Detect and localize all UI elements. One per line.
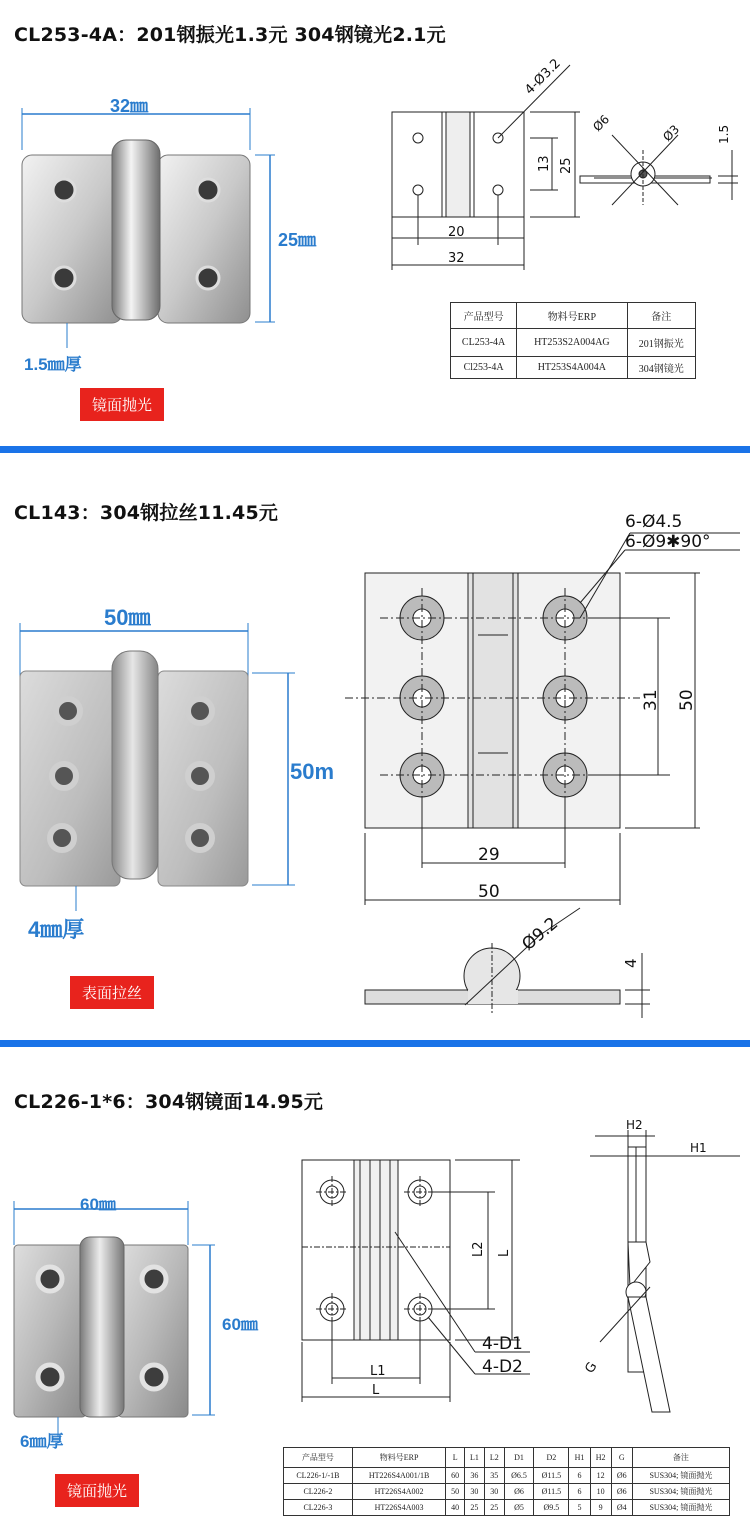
table-cell: Ø6: [611, 1484, 632, 1500]
table-cell: Ø11.5: [534, 1468, 569, 1484]
finish-badge: 镜面抛光: [80, 388, 164, 421]
table-cell: Ø6.5: [504, 1468, 534, 1484]
table-cell: HT253S2A004AG: [517, 329, 627, 357]
height-label: 60㎜: [222, 1315, 258, 1334]
product-photo: [0, 593, 340, 913]
table-header-cell: 物料号ERP: [517, 303, 627, 329]
thickness-label: 6㎜厚: [20, 1432, 64, 1451]
table-cell: HT253S4A004A: [517, 357, 627, 379]
table-cell: 10: [590, 1484, 611, 1500]
table-cell: 6: [569, 1484, 590, 1500]
dim-h1: H1: [690, 1141, 707, 1155]
section-divider: [0, 446, 750, 453]
table-cell: HT226S4A001/1B: [352, 1468, 446, 1484]
table-cell: CL226-1/-1B: [284, 1468, 353, 1484]
dim-d1: 4-D1: [482, 1334, 523, 1354]
table-header-cell: 物料号ERP: [352, 1448, 446, 1468]
thickness-label: 1.5㎜厚: [24, 355, 82, 374]
thickness-label: 4㎜厚: [28, 917, 85, 942]
finish-badge: 表面拉丝: [70, 976, 154, 1009]
height-label: 25㎜: [278, 230, 317, 250]
dim-h2: H2: [626, 1118, 643, 1132]
table-header-cell: L1: [464, 1448, 484, 1468]
table-cell: 35: [484, 1468, 504, 1484]
table-header-cell: G: [611, 1448, 632, 1468]
spec-table: [450, 302, 696, 379]
table-cell: SUS304; 镜面抛光: [632, 1500, 729, 1516]
table-cell: Ø9.5: [534, 1500, 569, 1516]
table-cell: 25: [464, 1500, 484, 1516]
width-label: 50㎜: [104, 605, 151, 630]
dim-g: G: [582, 1359, 601, 1376]
table-cell: Ø4: [611, 1500, 632, 1516]
section-divider: [0, 1040, 750, 1047]
table-header-cell: 产品型号: [451, 303, 517, 329]
table-cell: 5: [569, 1500, 590, 1516]
table-header-row: [284, 1448, 730, 1468]
table-header-cell: L2: [484, 1448, 504, 1468]
product-title: CL226-1*6：304钢镜面14.95元: [14, 1091, 324, 1113]
table-row: [284, 1468, 730, 1484]
dim-countersink: 6-Ø9✱90°: [625, 532, 711, 552]
dim-l: L: [497, 1249, 512, 1257]
product-section-3: [0, 1047, 750, 1532]
product-section-1: [0, 0, 750, 450]
dim-thickness: 1.5: [717, 124, 731, 144]
table-cell: SUS304; 镜面抛光: [632, 1484, 729, 1500]
table-header-cell: H1: [569, 1448, 590, 1468]
table-row: [284, 1500, 730, 1516]
table-cell: Cl253-4A: [451, 357, 517, 379]
product-title: CL143：304钢拉丝11.45元: [14, 502, 279, 524]
dim-holes: 6-Ø4.5: [625, 512, 683, 532]
table-cell: HT226S4A002: [352, 1484, 446, 1500]
table-cell: Ø5: [504, 1500, 534, 1516]
table-row: [451, 329, 696, 357]
dim-pitch: 31: [641, 689, 661, 711]
table-cell: 30: [464, 1484, 484, 1500]
table-cell: 304钢镜光: [627, 357, 695, 379]
table-cell: Ø11.5: [534, 1484, 569, 1500]
dim-hole-diameter: Ø3: [660, 122, 683, 145]
table-cell: 12: [590, 1468, 611, 1484]
table-cell: HT226S4A003: [352, 1500, 446, 1516]
table-cell: CL226-3: [284, 1500, 353, 1516]
dim-height: 50: [677, 689, 697, 711]
dim-l-bottom: L: [372, 1383, 380, 1398]
table-cell: Ø6: [504, 1484, 534, 1500]
dim-width: 50: [478, 882, 500, 902]
table-header-cell: L: [446, 1448, 465, 1468]
product-section-2: [0, 453, 750, 1043]
table-header-cell: 产品型号: [284, 1448, 353, 1468]
table-cell: 9: [590, 1500, 611, 1516]
table-cell: 30: [484, 1484, 504, 1500]
product-title: CL253-4A：201钢振光1.3元 304钢镜光2.1元: [14, 24, 446, 46]
table-row: [284, 1484, 730, 1500]
technical-drawing: [380, 40, 750, 280]
dim-pin-diameter: Ø6: [590, 112, 613, 135]
table-cell: SUS304; 镜面抛光: [632, 1468, 729, 1484]
dim-inner-width: 29: [478, 845, 500, 865]
table-cell: 60: [446, 1468, 465, 1484]
table-header-cell: 备注: [632, 1448, 729, 1468]
table-header-row: [451, 303, 696, 329]
dim-holes: 4-Ø3.2: [522, 56, 564, 98]
table-row: [451, 357, 696, 379]
dim-inner-width: 20: [448, 225, 465, 240]
technical-drawing: [340, 493, 750, 1013]
dim-l2: L2: [471, 1241, 486, 1257]
table-cell: 6: [569, 1468, 590, 1484]
table-cell: 36: [464, 1468, 484, 1484]
table-cell: 25: [484, 1500, 504, 1516]
table-cell: CL226-2: [284, 1484, 353, 1500]
spec-table: [283, 1447, 730, 1516]
table-cell: 40: [446, 1500, 465, 1516]
dim-d2: 4-D2: [482, 1357, 523, 1377]
width-label: 32㎜: [110, 96, 149, 116]
table-cell: CL253-4A: [451, 329, 517, 357]
dim-height: 25: [559, 157, 574, 174]
dim-l1: L1: [370, 1364, 386, 1379]
table-header-cell: D1: [504, 1448, 534, 1468]
technical-drawing: [290, 1112, 750, 1422]
table-cell: Ø6: [611, 1468, 632, 1484]
dim-pitch: 13: [537, 155, 552, 172]
table-header-cell: H2: [590, 1448, 611, 1468]
table-header-cell: 备注: [627, 303, 695, 329]
dim-pin-diameter: Ø9.2: [518, 913, 563, 955]
table-header-cell: D2: [534, 1448, 569, 1468]
table-cell: 50: [446, 1484, 465, 1500]
table-cell: 201钢振光: [627, 329, 695, 357]
dim-thickness: 4: [622, 958, 640, 968]
height-label: 50m: [290, 759, 335, 784]
finish-badge: 镜面抛光: [55, 1474, 139, 1507]
width-label: 60㎜: [80, 1195, 116, 1214]
product-photo: [0, 80, 340, 340]
dim-width: 32: [448, 251, 465, 266]
